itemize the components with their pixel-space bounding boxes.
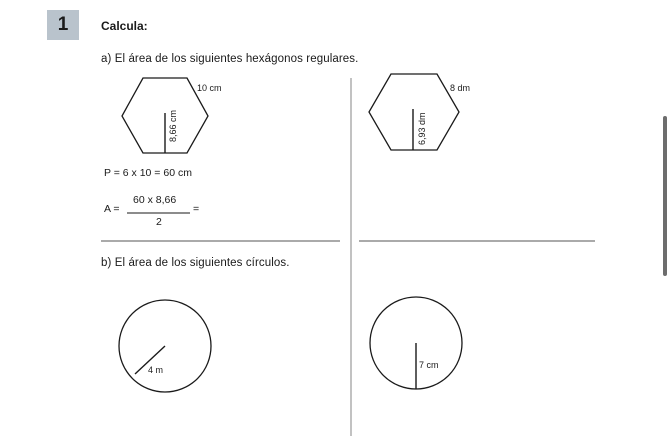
circle-2-radius-label: 7 cm bbox=[419, 360, 439, 370]
hexagon-2 bbox=[369, 74, 459, 150]
circle-1-radius-label: 4 m bbox=[148, 365, 164, 375]
part-b-prompt: b) El área de los siguientes círculos. bbox=[101, 257, 290, 269]
hexagon-2-apothem-label: 6,93 dm bbox=[417, 112, 427, 145]
exercise-number-badge: 1 bbox=[47, 10, 79, 40]
hexagon-2-side-label: 8 dm bbox=[450, 83, 471, 93]
area-formula-numerator: 60 x 8,66 bbox=[133, 194, 177, 206]
perimeter-calculation: P = 6 x 10 = 60 cm bbox=[104, 167, 192, 179]
hexagon-1-apothem-label: 8,66 cm bbox=[168, 109, 178, 142]
hexagon-1-side-label: 10 cm bbox=[197, 83, 222, 93]
area-formula-suffix: = bbox=[193, 203, 200, 215]
area-formula-denominator: 2 bbox=[156, 216, 162, 228]
exercise-title: Calcula: bbox=[101, 19, 148, 33]
part-a-prompt: a) El área de los siguientes hexágonos regulares. bbox=[101, 53, 359, 65]
area-formula-prefix: A = bbox=[104, 203, 120, 215]
scrollbar-thumb[interactable] bbox=[663, 116, 667, 276]
